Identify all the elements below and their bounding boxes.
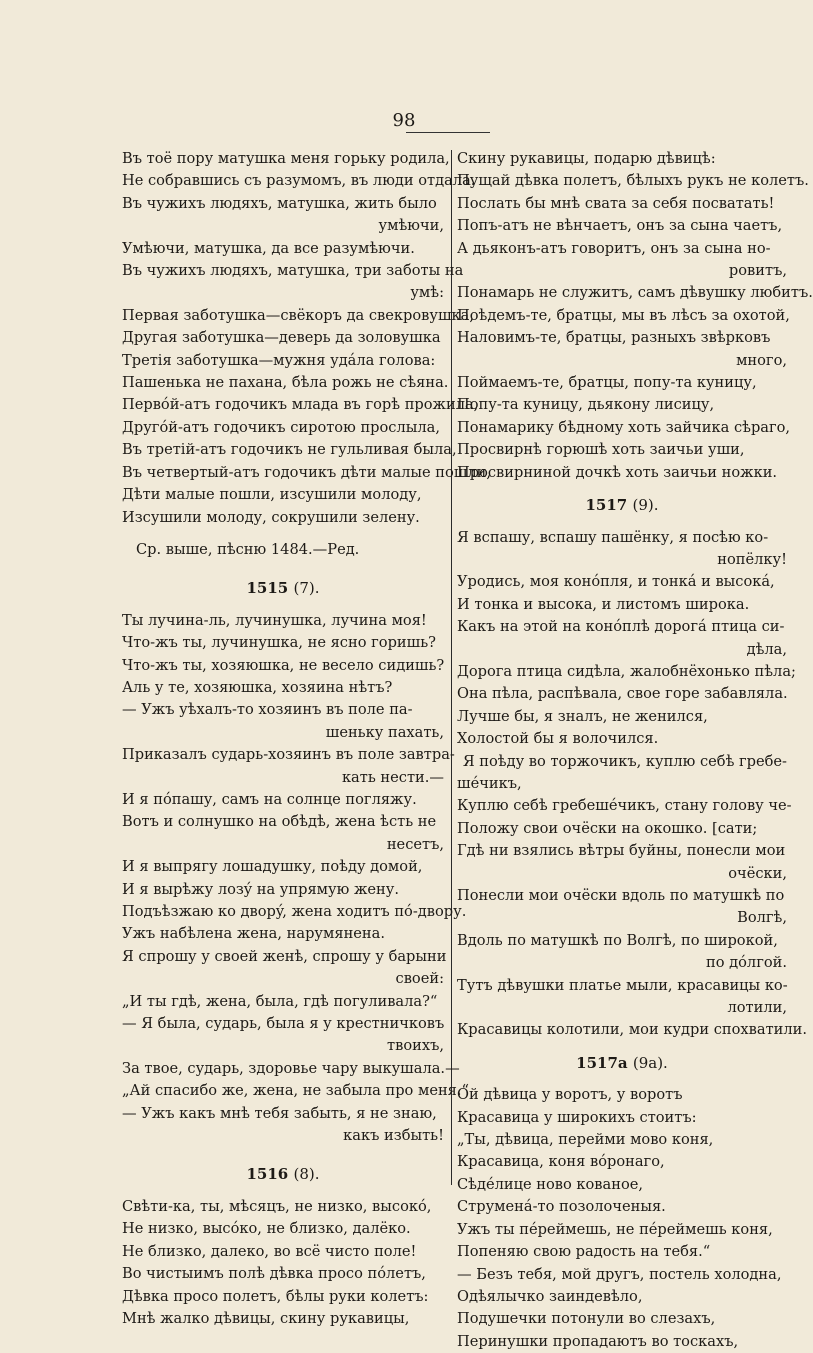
verse-line: по дóлгой. [706,954,787,972]
song-heading-1517a [457,1052,787,1074]
verse-line: Не близко, далеко, во всё чисто поле! [122,1242,417,1260]
verse-line: Попъ-атъ не вѣнчаетъ, онъ за сына чаетъ, [457,217,783,235]
verse-line: Во чистыимъ полѣ дѣвка просо пóлетъ, [122,1265,426,1283]
verse-line: Другóй-атъ годочикъ сиротою прослыла, [122,418,440,436]
verse-line: Скину рукавицы, подарю дѣвицѣ: [457,150,716,167]
verse-block [122,1196,444,1330]
verse-line: Просвирнѣ горюшѣ хоть заичьи уши, [457,441,745,459]
verse-line: Мнѣ жалко дѣвицы, скину рукавицы, [122,1309,410,1327]
verse-line: лотили, [727,999,787,1017]
verse-line: Холостой бы я волочился. [457,730,659,748]
verse-line: Какъ на этой на конóплѣ дорогá птица си- [457,618,785,636]
verse-line: Перинушки пропадаютъ во тоскахъ, [457,1332,739,1350]
verse-line: Наловимъ-те, братцы, разныхъ звѣрковъ [457,329,771,347]
verse-block [457,527,808,1042]
verse-line: очёски, [728,864,787,882]
verse-line: Ужъ ты пéреймешь, не пéреймешь коня, [457,1220,773,1238]
verse-line: „Ай спасибо же, жена, не забыла про меня.“ [122,1082,469,1100]
verse-line: Вдоль по матушкѣ по Волгѣ, по широкой, [457,931,778,949]
verse-line: Первóй-атъ годочикъ млада въ горѣ прожила, [122,396,479,414]
verse-line: Сѣдéлице ново кованое, [457,1175,644,1193]
verse-block [457,148,813,484]
song-subnumber: (8). [293,1165,320,1184]
verse-line: Подушечки потонули во слезахъ, [457,1310,716,1328]
verse-line: Пашенька не пахана, бѣла рожь не сѣяна. [122,374,449,392]
verse-line: Струменá-то позолоченыя. [457,1198,666,1216]
verse-line: умѣючи, [378,217,444,235]
verse-line: Дѣвка просо полетъ, бѣлы руки колетъ: [122,1287,429,1305]
verse-line: Ты лучина-ль, лучинушка, лучина моя! [122,611,427,629]
song-number: 1517а [576,1053,628,1072]
editor-note: Ср. выше, пѣсню 1484.—Ред. [136,540,360,558]
verse-line: Въ четвертый-атъ годочикъ дѣти малые пошли, [122,463,492,481]
verse-line: Понамарь не служитъ, самъ дѣвушку любитъ. [457,284,813,302]
verse-line: Свѣти-ка, ты, мѣсяцъ, не низко, высокó, [122,1197,432,1215]
verse-line: И тонка и высока, и листомъ широка. [457,595,750,613]
verse-block [122,610,469,1148]
verse-line: „Ты, дѣвица, перейми мово коня, [457,1131,714,1149]
verse-line: Приказалъ сударь-хозяинъ въ поле завтра- [122,746,455,764]
verse-line: И я пóпашу, самъ на солнце погляжу. [122,790,417,808]
verse-line: Въ чужихъ людяхъ, матушка, жить было [122,194,437,212]
verse-line: Поймаемъ-те, братцы, попу-та куницу, [457,374,757,392]
song-subnumber: (9а). [632,1053,668,1072]
verse-line: Положу свои очёски на окошко. [сати; [457,819,758,837]
verse-line: Послать бы мнѣ свата за себя посватать! [457,194,775,212]
verse-line: Красавицы колотили, мои кудри спохватили. [457,1021,808,1039]
verse-line: дѣла, [746,640,787,658]
verse-line: Уродись, моя конóпля, и тонкá и высокá, [457,573,775,591]
verse-line: Одѣялычко заиндевѣло, [457,1287,643,1305]
verse-line: Пущай дѣвка полетъ, бѣлыхъ рукъ не колетъ. [457,172,809,190]
verse-line: Красавица, коня вóронаго, [457,1153,665,1171]
verse-line: Ой дѣвица у воротъ, у воротъ [457,1086,683,1104]
verse-line: Умѣючи, матушка, да все разумѣючи. [122,239,415,257]
verse-line: А дьяконъ-атъ говоритъ, онъ за сына но- [457,239,771,257]
verse-block [457,1084,787,1353]
verse-line: какъ избыть! [343,1127,444,1145]
verse-line: Что-жъ ты, хозяюшка, не весело сидишь? [122,656,445,674]
page-number: 98 [392,110,416,131]
verse-line: Дорога птица сидѣла, жалобнёхонько пѣла; [457,662,796,680]
song-number: 1515 [246,579,289,598]
verse-line: Въ третій-атъ годочикъ не гульливая была, [122,441,457,459]
verse-line: несетъ, [386,835,444,853]
verse-line: Волгѣ, [737,909,787,927]
verse-block [122,148,492,529]
verse-line: „И ты гдѣ, жена, была, гдѣ погуливала?“ [122,992,438,1010]
verse-line: И я вырѣжу лозý на упрямую жену. [122,880,399,898]
verse-line: шеньку пахать, [325,723,444,741]
verse-line: Въ чужихъ людяхъ, матушка, три заботы на [122,262,464,280]
verse-line: Тутъ дѣвушки платье мыли, красавицы ко- [457,976,788,994]
verse-line: Я вспашу, вспашу пашёнку, я посѣю ко- [457,528,769,546]
verse-line: Понесли мои очёски вдоль по матушкѣ по [457,887,785,904]
verse-line: Лучше бы, я зналъ, не женился, [457,707,708,725]
verse-line: Понамарику бѣдному хоть зайчика сѣраго, [457,418,791,436]
column-divider [451,150,452,1185]
verse-line: — Ужъ какъ мнѣ тебя забыть, я не знаю, [122,1104,437,1122]
verse-line: Третія заботушка—мужня удáла голова: [122,351,436,369]
song-heading-1516 [122,1163,444,1185]
verse-line: За твое, сударь, здоровье чару выкушала.— [122,1059,460,1077]
verse-line: Другая заботушка—деверь да золовушка [122,329,441,347]
verse-line: Не собравшись съ разумомъ, въ люди отдала. [122,172,476,190]
verse-line: твоихъ, [387,1037,444,1055]
verse-line: шéчикъ, [457,774,522,792]
verse-line: И я выпрягу лошадушку, поѣду домой, [122,858,423,876]
right-column [457,148,813,1353]
verse-line: Гдѣ ни взялись вѣтры буйны, понесли мои [457,842,786,860]
header-rule [406,132,490,133]
verse-line: Аль у те, хозяюшка, хозяина нѣтъ? [122,678,393,696]
verse-line: Она пѣла, распѣвала, свое горе забавляла. [457,685,788,703]
song-number: 1516 [246,1165,289,1184]
verse-line: ровитъ, [728,262,787,280]
verse-line: Что-жъ ты, лучинушка, не ясно горишь? [122,634,436,652]
verse-line: Не низко, высóко, не близко, далёко. [122,1220,411,1238]
verse-line: Попу-та куницу, дьякону лисицу, [457,396,715,414]
verse-line: нопёлку! [717,550,787,568]
verse-line: кать нести.— [341,768,444,786]
song-number: 1517 [585,496,628,515]
verse-line: — Безъ тебя, мой другъ, постель холодна, [457,1265,782,1283]
song-subnumber: (9). [632,496,659,515]
verse-line: — Я была, сударь, была я у крестничковъ [122,1015,445,1033]
verse-line: Куплю себѣ гребешéчикъ, стану голову че- [457,797,792,815]
verse-line: — Ужъ уѣхалъ-то хозяинъ въ поле па- [122,701,413,719]
verse-line: Изсушили молоду, сокрушили зелену. [122,508,420,526]
verse-line: умѣ: [410,284,444,302]
verse-line: Просвирниной дочкѣ хоть заичьи ножки. [457,463,778,481]
verse-line: много, [736,351,787,369]
verse-line: Подъѣзжаю ко дворý, жена ходитъ пó-двору. [122,903,467,920]
verse-line: Поѣдемъ-те, братцы, мы въ лѣсъ за охотой, [457,306,790,324]
verse-line: своей: [395,970,444,988]
verse-line: Я спрошу у своей женѣ, спрошу у барыни [122,947,447,965]
song-subnumber: (7). [293,579,320,598]
song-heading-1515 [122,577,444,599]
verse-line: Я поѣду во торжочикъ, куплю себѣ гребе- [462,752,787,770]
verse-line: Попеняю свою радость на тебя.“ [457,1243,711,1261]
song-heading-1517 [457,494,787,516]
verse-line: Вотъ и солнушко на обѣдѣ, жена ѣсть не [122,813,437,831]
verse-line: Красавица у широкихъ стоитъ: [457,1108,697,1126]
verse-line: Дѣти малые пошли, изсушили молоду, [122,486,422,504]
verse-line: Ужъ набѣлена жена, нарумянена. [122,925,385,943]
verse-line: Въ тоё пору матушка меня горьку родила, [122,150,450,167]
verse-line: Первая заботушка—свёкоръ да свекровушка, [122,306,474,324]
